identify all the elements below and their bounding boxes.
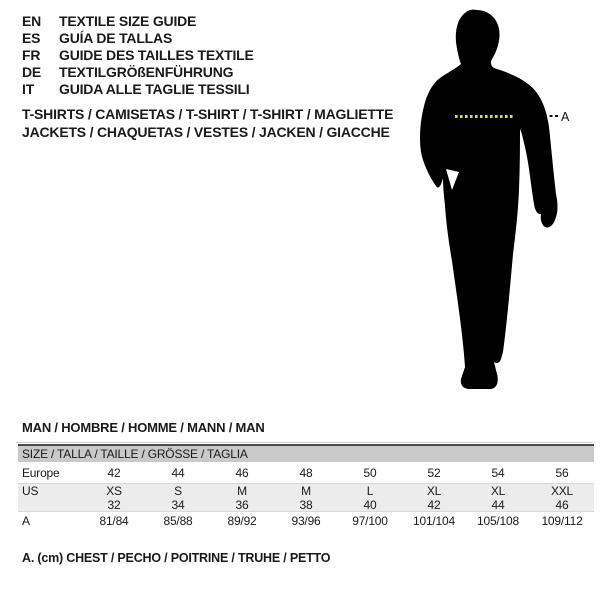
table-cell: 34 xyxy=(171,498,185,512)
table-cell: 54 xyxy=(491,465,505,480)
language-label: GUIDA ALLE TAGLIE TESSILI xyxy=(59,81,250,97)
table-cell: XL xyxy=(490,484,506,498)
category-line-tshirts: T-SHIRTS / CAMISETAS / T-SHIRT / T-SHIRT / MAGLIETTE xyxy=(22,106,394,122)
table-cell: 46 xyxy=(555,498,569,512)
language-row-fr xyxy=(22,47,254,64)
table-row-a-chest xyxy=(18,512,594,530)
table-cell: 48 xyxy=(299,465,313,480)
language-row-it xyxy=(22,81,254,98)
divider-line xyxy=(16,442,592,443)
table-cell: 81/84 xyxy=(99,514,129,528)
language-label: TEXTILGRÖßENFÜHRUNG xyxy=(59,64,234,80)
language-code: IT xyxy=(22,81,35,97)
language-code: EN xyxy=(22,13,42,29)
table-cell: XL xyxy=(426,484,442,498)
row-label: Europe xyxy=(22,465,60,480)
table-cell: 109/112 xyxy=(541,514,583,528)
table-cell: 93/96 xyxy=(291,514,321,528)
section-title-man: MAN / HOMBRE / HOMME / MANN / MAN xyxy=(22,420,265,435)
table-cell: 101/104 xyxy=(413,514,455,528)
category-line-jackets: JACKETS / CHAQUETAS / VESTES / JACKEN / GIACCHE xyxy=(22,124,390,140)
man-silhouette-figure xyxy=(392,0,600,400)
language-label: GUÍA DE TALLAS xyxy=(59,30,173,46)
measurement-footnote: A. (cm) CHEST / PECHO / POITRINE / TRUHE / PETTO xyxy=(22,551,331,565)
table-row-europe xyxy=(18,462,594,484)
table-cell: 44 xyxy=(491,498,505,512)
table-cell: 89/92 xyxy=(227,514,257,528)
language-row-es xyxy=(22,30,254,47)
table-cell: 44 xyxy=(171,465,185,480)
table-cell: 85/88 xyxy=(163,514,193,528)
table-cell: L xyxy=(366,484,374,498)
table-cell: 52 xyxy=(427,465,441,480)
table-shaded-band xyxy=(18,484,594,512)
garment-categories xyxy=(22,105,393,141)
table-cell: 32 xyxy=(107,498,121,512)
table-cell: S xyxy=(174,484,182,498)
table-cell: XXL xyxy=(550,484,574,498)
table-cell: 36 xyxy=(235,498,249,512)
language-code: ES xyxy=(22,30,41,46)
table-cell: 46 xyxy=(235,465,249,480)
man-silhouette xyxy=(420,10,558,389)
language-code: DE xyxy=(22,64,42,80)
table-cell: 97/100 xyxy=(352,514,388,528)
language-row-en xyxy=(22,13,254,30)
table-cell: 50 xyxy=(363,465,377,480)
table-row-unlabeled xyxy=(18,498,594,511)
table-cell: 56 xyxy=(555,465,569,480)
table-cell: 42 xyxy=(107,465,121,480)
size-table-header-label: SIZE / TALLA / TAILLE / GRÖSSE / TAGLIA xyxy=(22,447,248,461)
language-legend xyxy=(22,13,254,98)
language-code: FR xyxy=(22,47,41,63)
row-label: US xyxy=(22,484,39,498)
language-label: TEXTILE SIZE GUIDE xyxy=(59,13,197,29)
table-cell: 38 xyxy=(299,498,313,512)
table-cell: 40 xyxy=(363,498,377,512)
table-cell: M xyxy=(237,484,247,498)
table-cell: XS xyxy=(106,484,122,498)
language-row-de xyxy=(22,64,254,81)
language-label: GUIDE DES TAILLES TEXTILE xyxy=(59,47,254,63)
table-row-us xyxy=(18,484,594,498)
size-table xyxy=(18,444,594,530)
size-table-header xyxy=(18,446,594,462)
table-cell: M xyxy=(301,484,311,498)
measure-label-a: A xyxy=(561,110,570,124)
table-cell: 42 xyxy=(427,498,441,512)
row-label: A xyxy=(22,514,30,528)
table-cell: 105/108 xyxy=(477,514,519,528)
